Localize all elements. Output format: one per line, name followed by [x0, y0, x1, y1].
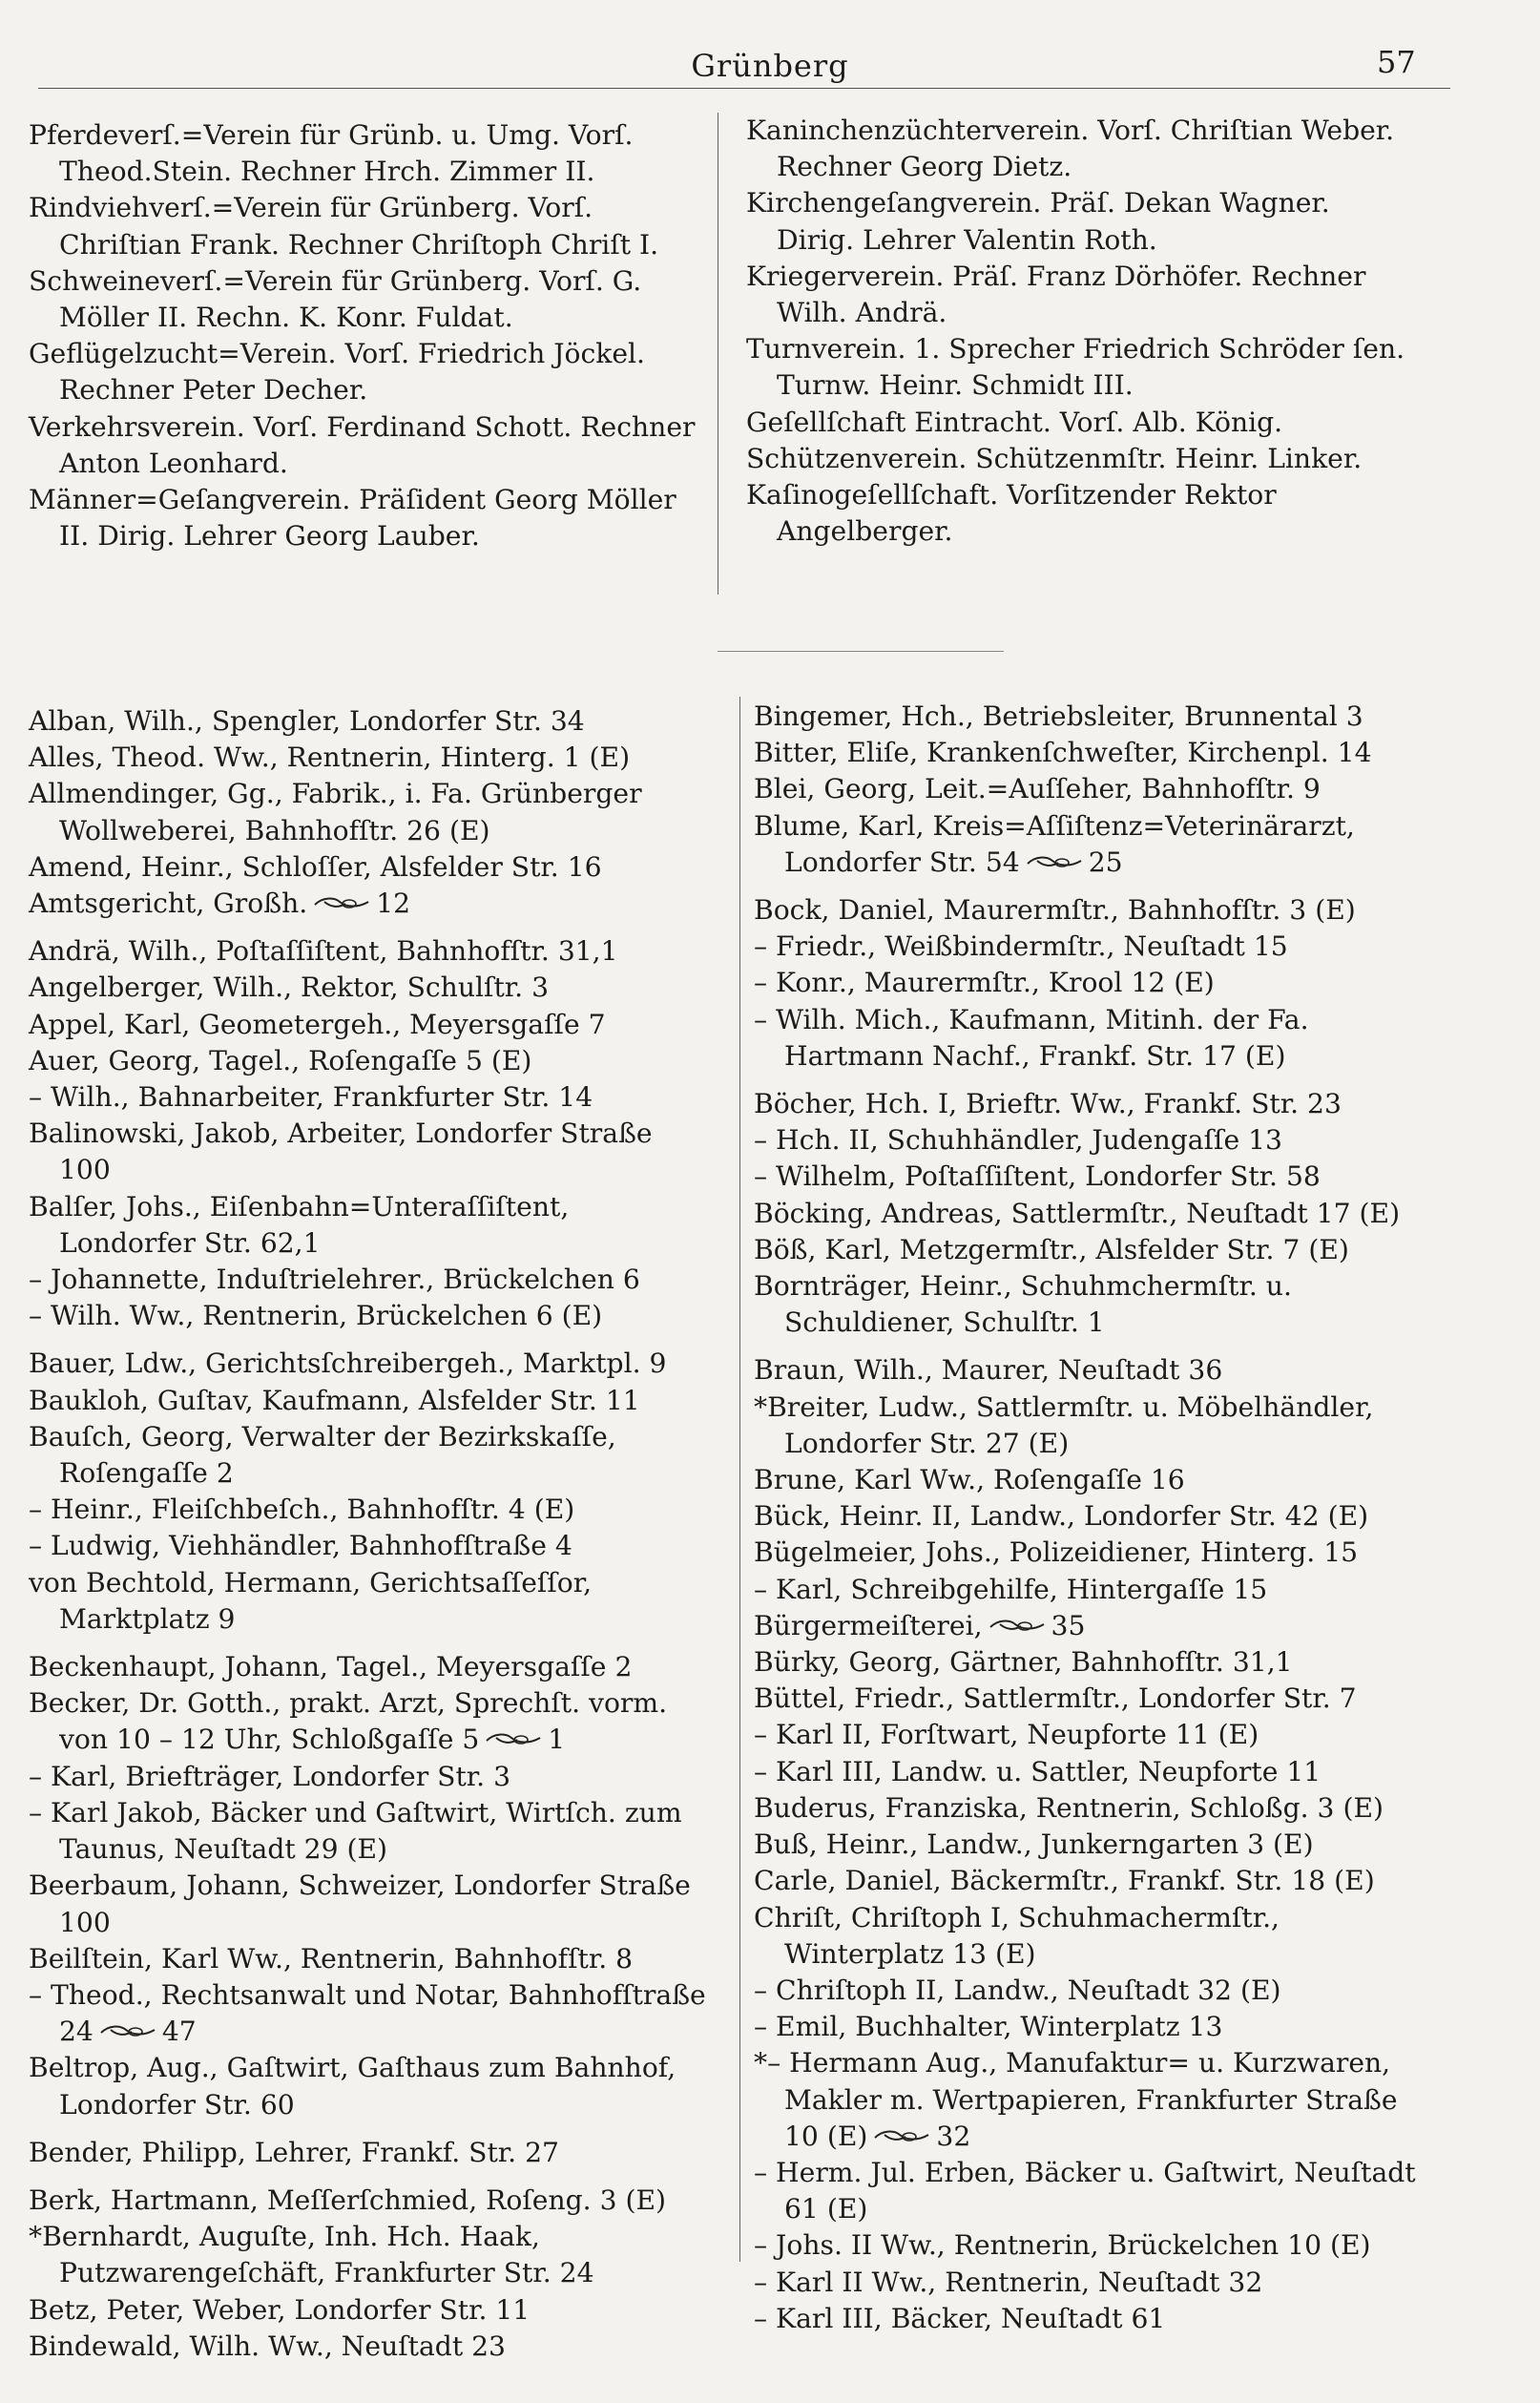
residents-column-divider: [739, 697, 740, 2262]
resident-entry-text: Alles, Theod. Ww., Rentnerin, Hinterg. 1 (E): [29, 742, 631, 774]
resident-entry: [29, 2329, 708, 2365]
resident-entry-text: Bürky, Georg, Gärtner, Bahnhofſtr. 31,1: [754, 1646, 1293, 1679]
section-divider: [718, 651, 1004, 652]
resident-entry: [754, 1002, 1433, 1075]
club-entry-text: Turnverein. 1. Sprecher Friedrich Schröder ſen. Turnw. Heinr. Schmidt III.: [746, 333, 1405, 402]
resident-entry-text: Bürgermeiſterei,: [754, 1609, 983, 1641]
resident-entry: [29, 1565, 708, 1638]
telephone-number: 32: [936, 2120, 971, 2152]
resident-entry-text: Carle, Daniel, Bäckermſtr., Frankf. Str. 18 (E): [754, 1865, 1375, 1897]
resident-entry-text: – Theod., Rechtsanwalt und Notar, Bahnhofſtraße 24: [29, 1978, 706, 2048]
resident-entry: [29, 970, 708, 1006]
club-entry: [746, 331, 1414, 404]
club-entry: [29, 482, 708, 554]
telephone-icon: [873, 2129, 930, 2143]
club-entry-text: Geſellſchaft Eintracht. Vorſ. Alb. König.: [746, 406, 1283, 438]
resident-entry: [29, 2292, 708, 2329]
resident-entry-text: Buderus, Franziska, Rentnerin, Schloßg. 3 (E): [754, 1791, 1384, 1824]
resident-entry-text: Bitter, Eliſe, Krankenſchweſter, Kirchenpl. 14: [754, 737, 1372, 769]
resident-entry-text: Alban, Wilh., Spengler, Londorfer Str. 34: [29, 705, 585, 737]
resident-entry-text: Bügelmeier, Johs., Polizeidiener, Hinterg. 15: [754, 1536, 1359, 1569]
club-entry-text: Männer=Geſangverein. Präſident Georg Möller II. Dirig. Lehrer Georg Lauber.: [29, 484, 676, 553]
resident-entry-text: von Bechtold, Hermann, Gerichtsaſſeſſor, Marktplatz 9: [29, 1566, 593, 1635]
resident-entry-text: Becker, Dr. Gotth., prakt. Arzt, Sprechſt. vorm. von 10 – 12 Uhr, Schloßgaſſe 5: [29, 1687, 668, 1756]
resident-entry-text: – Ludwig, Viehhändler, Bahnhofſtraße 4: [29, 1530, 572, 1562]
resident-entry: [29, 1759, 708, 1795]
resident-entry: [754, 771, 1433, 807]
resident-entry: [29, 1007, 708, 1043]
resident-entry-text: Böcher, Hch. I, Brieftr. Ww., Frankf. Str. 23: [754, 1088, 1342, 1120]
resident-entry: [754, 1196, 1433, 1232]
residents-column-left: [29, 703, 708, 2365]
resident-entry-text: – Karl, Schreibgehilfe, Hintergaſſe 15: [754, 1573, 1268, 1605]
resident-entry-text: – Emil, Buchhalter, Winterplatz 13: [754, 2011, 1223, 2043]
resident-entry: [754, 1086, 1433, 1122]
club-entry-text: Kirchengeſangverein. Präſ. Dekan Wagner. Dirig. Lehrer Valentin Roth.: [746, 187, 1330, 256]
resident-entry-text: Andrä, Wilh., Poſtaſſiſtent, Bahnhofſtr. 31,1: [29, 935, 618, 968]
telephone-number: 12: [376, 888, 411, 920]
resident-entry: [754, 1462, 1433, 1498]
resident-entry: [29, 933, 708, 970]
resident-entry: [29, 1383, 708, 1419]
resident-entry: [754, 1790, 1433, 1827]
resident-entry-text: Angelberger, Wilh., Rektor, Schulſtr. 3: [29, 972, 549, 1004]
resident-entry: [754, 2045, 1433, 2155]
resident-entry-text: Bock, Daniel, Maurermſtr., Bahnhofſtr. 3 (E): [754, 894, 1356, 927]
resident-entry: [754, 1268, 1433, 1341]
resident-entry: [754, 1973, 1433, 2009]
resident-entry: [754, 1232, 1433, 1268]
resident-entry: [29, 1685, 708, 1758]
resident-entry-text: *– Hermann Aug., Manufaktur= u. Kurzwaren, Makler m. Wertpapieren, Frankfurter Straße 10 (E): [754, 2047, 1398, 2152]
resident-entry-text: Betz, Peter, Weber, Londorfer Str. 11: [29, 2293, 531, 2326]
club-entry-text: Schweineverſ.=Verein für Grünberg. Vorſ. G. Möller II. Rechn. K. Konr. Fuldat.: [29, 264, 642, 334]
club-entry-text: Geflügelzucht=Verein. Vorſ. Friedrich Jöckel. Rechner Peter Decher.: [29, 338, 645, 407]
resident-entry: [754, 929, 1433, 965]
resident-entry-text: – Karl III, Bäcker, Neuſtadt 61: [754, 2302, 1166, 2334]
resident-entry: [754, 892, 1433, 929]
resident-entry-text: Berk, Hartmann, Meſſerſchmied, Roſeng. 3 (E): [29, 2184, 667, 2216]
resident-entry-text: Beerbaum, Johann, Schweizer, Londorfer Straße 100: [29, 1870, 691, 1938]
resident-entry-text: Allmendinger, Gg., Fabrik., i. Fa. Grünberger Wollweberei, Bahnhofſtr. 26 (E): [29, 778, 642, 846]
resident-entry-text: – Herm. Jul. Erben, Bäcker u. Gaſtwirt, Neuſtadt 61 (E): [754, 2156, 1416, 2225]
resident-entry: [29, 2219, 708, 2291]
telephone-icon: [1026, 855, 1083, 869]
resident-entry-text: – Karl II Ww., Rentnerin, Neuſtadt 32: [754, 2266, 1263, 2298]
resident-entry-text: Böcking, Andreas, Sattlermſtr., Neuſtadt 17 (E): [754, 1197, 1401, 1229]
residents-column-right: [754, 699, 1433, 2337]
telephone-number: 47: [161, 2016, 197, 2048]
club-entry: [746, 113, 1414, 185]
club-entry: [29, 409, 708, 482]
resident-entry: [29, 1795, 708, 1868]
resident-entry: [754, 1390, 1433, 1462]
resident-entry: [754, 808, 1433, 881]
club-entry: [746, 405, 1414, 441]
page-title: Grünberg: [691, 48, 849, 84]
resident-entry-text: Amtsgericht, Großh.: [29, 888, 308, 920]
resident-entry-text: Balſer, Johs., Eiſenbahn=Unteraſſiſtent, Londorfer Str. 62,1: [29, 1190, 570, 1259]
resident-entry-text: – Johs. II Ww., Rentnerin, Brückelchen 10 (E): [754, 2229, 1371, 2262]
resident-entry: [754, 1159, 1433, 1195]
resident-entry: [29, 740, 708, 776]
resident-entry-text: – Hch. II, Schuhhändler, Judengaſſe 13: [754, 1124, 1282, 1157]
resident-entry: [754, 1122, 1433, 1159]
resident-entry-text: – Wilhelm, Poſtaſſiſtent, Londorfer Str. 58: [754, 1160, 1321, 1193]
resident-entry: [754, 2009, 1433, 2045]
resident-entry-text: – Chriſtoph II, Landw., Neuſtadt 32 (E): [754, 1974, 1281, 2006]
telephone-number: 1: [548, 1724, 566, 1756]
resident-entry: [754, 1535, 1433, 1571]
club-entry: [29, 336, 708, 408]
resident-entry: [29, 1492, 708, 1528]
resident-entry: [29, 703, 708, 740]
resident-entry: [29, 1528, 708, 1564]
resident-entry-text: Buß, Heinr., Landw., Junkerngarten 3 (E): [754, 1828, 1314, 1861]
telephone-icon: [99, 2024, 156, 2038]
telephone-number: 35: [1051, 1609, 1086, 1641]
resident-entry: [754, 735, 1433, 771]
resident-entry: [29, 1079, 708, 1116]
page-number: 57: [1377, 44, 1416, 80]
resident-entry-text: Amend, Heinr., Schloſſer, Alsfelder Str. 16: [29, 850, 602, 883]
resident-entry-text: Bauſch, Georg, Verwalter der Bezirkskaſſe, Roſengaſſe 2: [29, 1420, 616, 1490]
resident-entry: [29, 776, 708, 848]
resident-entry-text: Beltrop, Aug., Gaſtwirt, Gaſthaus zum Bahnhof, Londorfer Str. 60: [29, 2052, 676, 2121]
resident-entry-text: – Konr., Maurermſtr., Krool 12 (E): [754, 967, 1215, 999]
resident-entry: [29, 1977, 708, 2050]
resident-entry-text: Bender, Philipp, Lehrer, Frankf. Str. 27: [29, 2136, 559, 2168]
telephone-icon: [313, 896, 370, 910]
resident-entry: [29, 1262, 708, 1298]
resident-entry: [29, 886, 708, 922]
resident-entry-text: – Friedr., Weißbindermſtr., Neuſtadt 15: [754, 930, 1288, 963]
resident-entry-text: Büttel, Friedr., Sattlermſtr., Londorfer Str. 7: [754, 1682, 1357, 1715]
club-entry-text: Rindviehverſ.=Verein für Grünberg. Vorſ. Chriſtian Frank. Rechner Chriſtoph Chriſt I.: [29, 192, 659, 261]
club-entry-text: Kaſinogeſellſchaft. Vorſitzender Rektor Angelberger.: [746, 479, 1277, 548]
resident-entry-text: Balinowski, Jakob, Arbeiter, Londorfer Straße 100: [29, 1118, 653, 1186]
resident-entry-text: – Karl III, Landw. u. Sattler, Neupforte 11: [754, 1755, 1321, 1787]
resident-entry: [29, 1649, 708, 1685]
resident-entry: [754, 1754, 1433, 1790]
club-entry: [746, 441, 1414, 477]
club-entry-text: Verkehrsverein. Vorſ. Ferdinand Schott. Rechner Anton Leonhard.: [29, 410, 696, 479]
club-entry-text: Schützenverein. Schützenmſtr. Heinr. Linker.: [746, 442, 1363, 474]
resident-entry-text: – Wilh. Mich., Kaufmann, Mitinh. der Fa. Hartmann Nachf., Frankf. Str. 17 (E): [754, 1003, 1309, 1072]
resident-entry-text: Blei, Georg, Leit.=Auſſeher, Bahnhofſtr. 9: [754, 773, 1321, 805]
resident-entry: [29, 2135, 708, 2171]
resident-entry-text: Chriſt, Chriſtoph I, Schuhmachermſtr., Winterplatz 13 (E): [754, 1901, 1280, 1970]
resident-entry-text: – Karl, Briefträger, Londorfer Str. 3: [29, 1760, 511, 1792]
resident-entry-text: Böß, Karl, Metzgermſtr., Alsfelder Str. 7 (E): [754, 1233, 1349, 1265]
resident-entry-text: Braun, Wilh., Maurer, Neuſtadt 36: [754, 1354, 1223, 1387]
club-entry: [746, 185, 1414, 258]
resident-entry: [754, 2301, 1433, 2337]
resident-entry: [754, 1352, 1433, 1389]
resident-entry: [754, 1827, 1433, 1863]
resident-entry-text: – Johannette, Induſtrielehrer., Brückelchen 6: [29, 1264, 640, 1296]
resident-entry: [29, 1298, 708, 1334]
resident-entry: [754, 2227, 1433, 2264]
club-entry: [746, 259, 1414, 331]
resident-entry: [754, 965, 1433, 1001]
header-rule: [38, 88, 1450, 89]
resident-entry: [29, 2183, 708, 2219]
telephone-icon: [989, 1619, 1046, 1633]
club-entry-text: Pferdeverſ.=Verein für Grünb. u. Umg. Vorſ. Theod.Stein. Rechner Hrch. Zimmer II.: [29, 119, 634, 188]
resident-entry: [29, 1868, 708, 1940]
resident-entry: [754, 1717, 1433, 1753]
resident-entry-text: *Breiter, Ludw., Sattlermſtr. u. Möbelhändler, Londorfer Str. 27 (E): [754, 1390, 1374, 1459]
resident-entry-text: Bindewald, Wilh. Ww., Neuſtadt 23: [29, 2330, 506, 2362]
resident-entry-text: Baukloh, Guſtav, Kaufmann, Alsfelder Str. 11: [29, 1384, 640, 1416]
telephone-number: 25: [1088, 846, 1123, 878]
telephone-icon: [485, 1732, 542, 1746]
clubs-column-right: [746, 113, 1414, 550]
resident-entry: [754, 1498, 1433, 1535]
resident-entry: [29, 1043, 708, 1079]
club-entry: [29, 190, 708, 262]
resident-entry: [754, 1608, 1433, 1644]
club-entry: [29, 117, 708, 190]
resident-entry-text: – Karl Jakob, Bäcker und Gaſtwirt, Wirtſch. zum Taunus, Neuſtadt 29 (E): [29, 1796, 682, 1866]
resident-entry-text: Bauer, Ldw., Gerichtsſchreibergeh., Marktpl. 9: [29, 1348, 667, 1380]
resident-entry: [29, 1941, 708, 1977]
resident-entry: [754, 1863, 1433, 1899]
resident-entry: [29, 1116, 708, 1188]
resident-entry-text: – Heinr., Fleiſchbeſch., Bahnhofſtr. 4 (E): [29, 1494, 575, 1526]
clubs-column-left: [29, 117, 708, 554]
resident-entry-text: Appel, Karl, Geometergeh., Meyersgaſſe 7: [29, 1008, 606, 1040]
resident-entry-text: – Karl II, Forſtwart, Neupforte 11 (E): [754, 1719, 1259, 1751]
resident-entry-text: – Wilh., Bahnarbeiter, Frankfurter Str. 14: [29, 1081, 593, 1114]
resident-entry-text: Beilſtein, Karl Ww., Rentnerin, Bahnhofſtr. 8: [29, 1942, 634, 1975]
resident-entry-text: – Wilh. Ww., Rentnerin, Brückelchen 6 (E): [29, 1300, 603, 1332]
resident-entry: [29, 1346, 708, 1382]
resident-entry-text: Brune, Karl Ww., Roſengaſſe 16: [754, 1464, 1185, 1496]
resident-entry: [754, 699, 1433, 735]
resident-entry: [754, 1681, 1433, 1717]
resident-entry-text: Bück, Heinr. II, Landw., Londorfer Str. 42 (E): [754, 1500, 1369, 1533]
resident-entry: [29, 2050, 708, 2122]
resident-entry: [754, 1644, 1433, 1681]
resident-entry: [29, 849, 708, 886]
club-entry: [746, 477, 1414, 550]
resident-entry-text: Bingemer, Hch., Betriebsleiter, Brunnental 3: [754, 700, 1363, 732]
resident-entry-text: *Bernhardt, Auguſte, Inh. Hch. Haak, Putzwarengeſchäft, Frankfurter Str. 24: [29, 2221, 594, 2289]
resident-entry: [754, 1572, 1433, 1608]
resident-entry-text: Bornträger, Heinr., Schuhmchermſtr. u. Schuldiener, Schulſtr. 1: [754, 1270, 1292, 1339]
club-entry: [29, 263, 708, 336]
club-entry-text: Kriegerverein. Präſ. Franz Dörhöfer. Rechner Wilh. Andrä.: [746, 260, 1366, 329]
resident-entry: [754, 1900, 1433, 1973]
club-entry-text: Kaninchenzüchterverein. Vorſ. Chriſtian Weber. Rechner Georg Dietz.: [746, 115, 1395, 183]
resident-entry: [29, 1419, 708, 1492]
resident-entry: [754, 2155, 1433, 2227]
resident-entry-text: Beckenhaupt, Johann, Tagel., Meyersgaſſe 2: [29, 1651, 633, 1683]
resident-entry: [754, 2265, 1433, 2301]
resident-entry: [29, 1189, 708, 1262]
resident-entry-text: Auer, Georg, Tagel., Roſengaſſe 5 (E): [29, 1044, 532, 1076]
resident-entry-text: Blume, Karl, Kreis=Aſſiſtenz=Veterinärarzt, Londorfer Str. 54: [754, 809, 1355, 878]
